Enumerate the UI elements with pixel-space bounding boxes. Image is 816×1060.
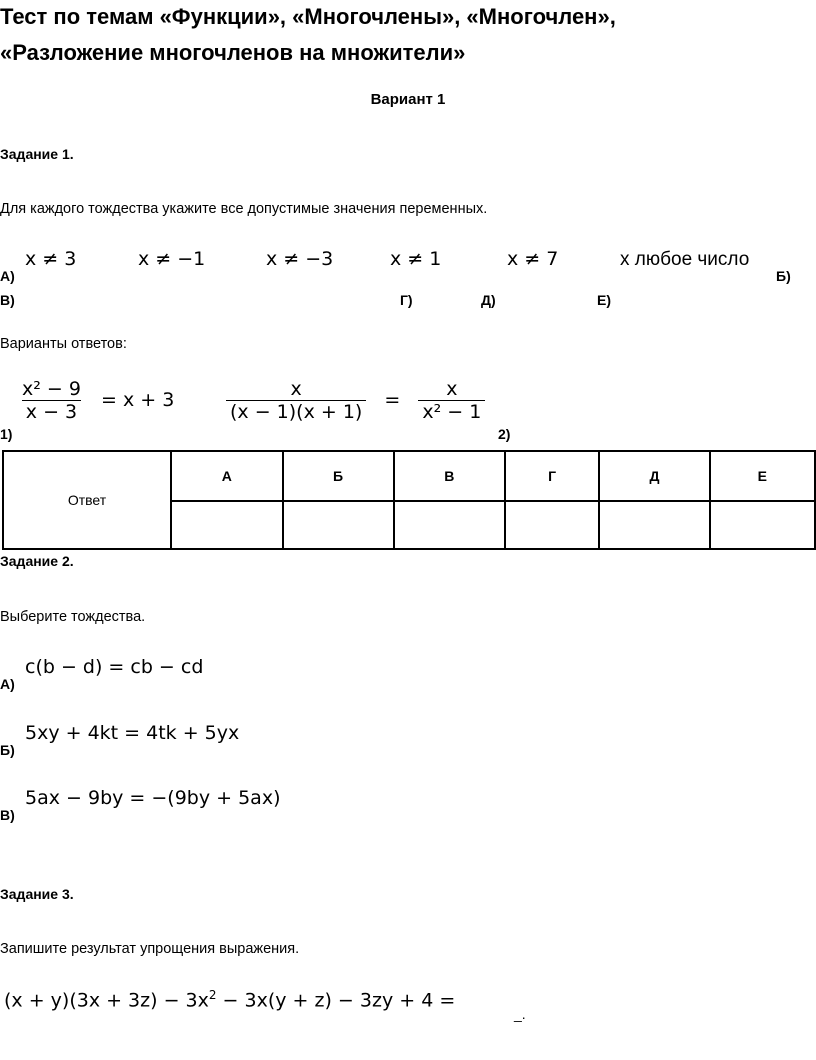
page-title-line-2: «Разложение многочленов на множители» [0,40,466,65]
answer-col-b: Б [283,451,394,501]
identity-1-rhs: = x + 3 [101,389,175,411]
answer-cell-d[interactable] [505,501,599,549]
answer-col-a: А [171,451,283,501]
task3-answer-blank[interactable]: _. [514,1006,526,1022]
identity-1-expr [18,378,174,423]
answer-col-c: В [394,451,506,501]
identity-2-lhs-denominator: (x − 1)(x + 1) [226,400,366,423]
page-title-line-1: Тест по темам «Функции», «Многочлены», «Многочлен», [0,4,616,29]
option-d-label: Г) [400,292,413,308]
task3-expr-exponent: 2 [208,988,217,1002]
option-e-label: Д) [481,292,496,308]
option-a-expr: x ≠ 3 [25,248,77,270]
task2-heading: Задание 2. [0,553,74,569]
task3-expression [4,988,455,1011]
option-b-label: Б) [776,268,791,284]
option-f-expr: x любое число [620,249,750,270]
answer-col-d: Г [505,451,599,501]
identity-2-rhs-denominator: x² − 1 [418,400,485,423]
identity-2-lhs-fraction [226,378,366,423]
task2-item-a-label: А) [0,676,15,692]
answer-cell-c[interactable] [394,501,506,549]
identity-2-equals: = [384,389,401,411]
answer-cell-e[interactable] [599,501,709,549]
answer-table [2,450,816,550]
option-c-label: В) [0,292,15,308]
task2-item-a-expr: c(b − d) = cb − cd [25,656,204,678]
option-d-expr: x ≠ 1 [390,248,442,270]
answer-cell-b[interactable] [283,501,394,549]
task2-item-b-label: Б) [0,742,15,758]
answers-heading: Варианты ответов: [0,336,127,352]
task1-instruction: Для каждого тождества укажите все допустимые значения переменных. [0,201,488,217]
task3-expr-part-b: − 3x(y + z) − 3zy + 4 = [216,989,456,1012]
option-c-expr: x ≠ −3 [266,248,334,270]
identity-2-expr [226,378,485,423]
answer-cell-a[interactable] [171,501,283,549]
answer-cell-f[interactable] [710,501,815,549]
option-e-expr: x ≠ 7 [507,248,559,270]
task2-instruction: Выберите тождества. [0,609,146,625]
task2-item-c-label: В) [0,807,15,823]
identity-1-fraction [18,378,85,423]
option-a-label: А) [0,268,15,284]
task3-expr-part-a: (x + y)(3x + 3z) − 3x [4,989,209,1012]
identity-2-lhs-numerator: x [290,378,302,400]
task3-instruction: Запишите результат упрощения выражения. [0,941,300,957]
task1-heading: Задание 1. [0,146,74,162]
option-f-label: Е) [597,292,611,308]
identity-2-rhs-numerator: x [446,378,458,400]
answer-row-label: Ответ [3,451,171,549]
identity-2-rhs-fraction [418,378,485,423]
identity-1-numerator: x² − 9 [22,378,81,400]
task3-heading: Задание 3. [0,886,74,902]
task2-item-b-expr: 5xy + 4kt = 4tk + 5yx [25,722,240,744]
option-b-expr: x ≠ −1 [138,248,206,270]
answer-col-f: Е [710,451,815,501]
variant-heading: Вариант 1 [370,91,446,108]
answer-col-e: Д [599,451,709,501]
identity-1-denominator: x − 3 [22,400,81,423]
identity-2-label: 2) [498,426,511,442]
task2-item-c-expr: 5ax − 9by = −(9by + 5ax) [25,787,281,809]
identity-1-label: 1) [0,426,13,442]
